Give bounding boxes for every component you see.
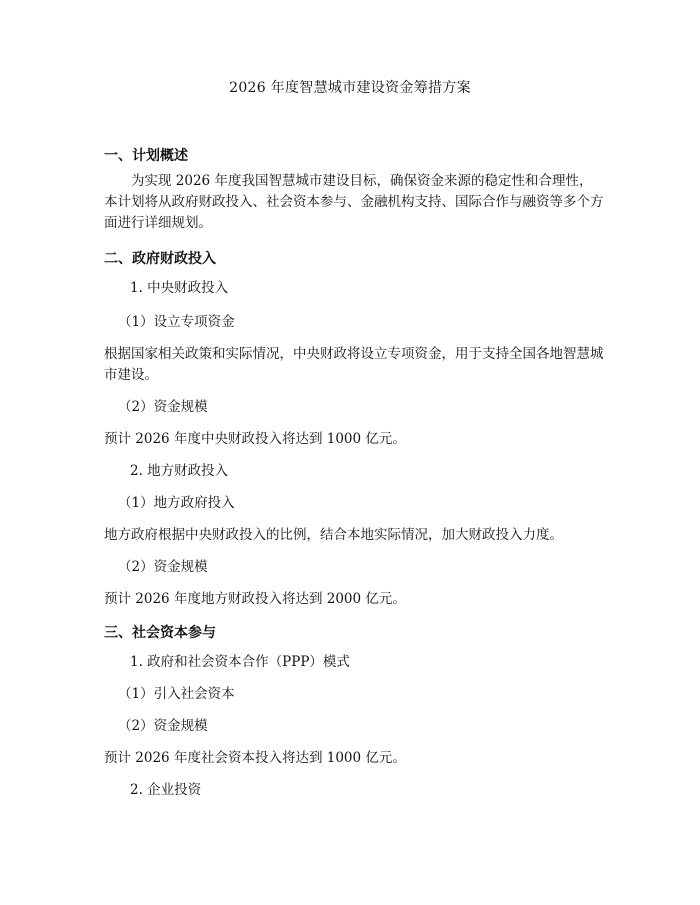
list-item-central-funding: 1. 中央财政投入 — [130, 280, 229, 296]
sub-item-social-scale: （2）资金规模 — [118, 718, 208, 734]
section-heading-overview: 一、计划概述 — [104, 148, 188, 164]
list-item-local-funding: 2. 地方财政投入 — [130, 463, 229, 479]
sub-item-special-fund: （1）设立专项资金 — [118, 314, 235, 330]
local-government-paragraph: 地方政府根据中央财政投入的比例，结合本地实际情况，加大财政投入力度。 — [104, 527, 563, 543]
overview-paragraph: 为实现 2026 年度我国智慧城市建设目标，确保资金来源的稳定性和合理性，本计划将从政府财政投入、社会资本参与、金融机构支持、国际合作与融资等多个方面进行详细规划。 — [104, 173, 604, 231]
sub-item-local-government: （1）地方政府投入 — [118, 495, 235, 511]
sub-item-introduce-capital: （1）引入社会资本 — [118, 686, 235, 702]
list-item-ppp-model: 1. 政府和社会资本合作（PPP）模式 — [130, 654, 350, 670]
sub-item-local-scale: （2）资金规模 — [118, 559, 208, 575]
section-heading-social-capital: 三、社会资本参与 — [104, 625, 216, 641]
list-item-enterprise-investment: 2. 企业投资 — [130, 782, 202, 798]
central-scale-text: 预计 2026 年度中央财政投入将达到 1000 亿元。 — [104, 431, 406, 447]
social-scale-text: 预计 2026 年度社会资本投入将达到 1000 亿元。 — [104, 750, 406, 766]
sub-item-central-scale: （2）资金规模 — [118, 399, 208, 415]
section-heading-government-funding: 二、政府财政投入 — [104, 251, 216, 267]
special-fund-paragraph: 根据国家相关政策和实际情况，中央财政将设立专项资金，用于支持全国各地智慧城市建设。 — [104, 346, 604, 383]
document-title: 2026 年度智慧城市建设资金筹措方案 — [229, 80, 471, 96]
local-scale-text: 预计 2026 年度地方财政投入将达到 2000 亿元。 — [104, 591, 406, 607]
